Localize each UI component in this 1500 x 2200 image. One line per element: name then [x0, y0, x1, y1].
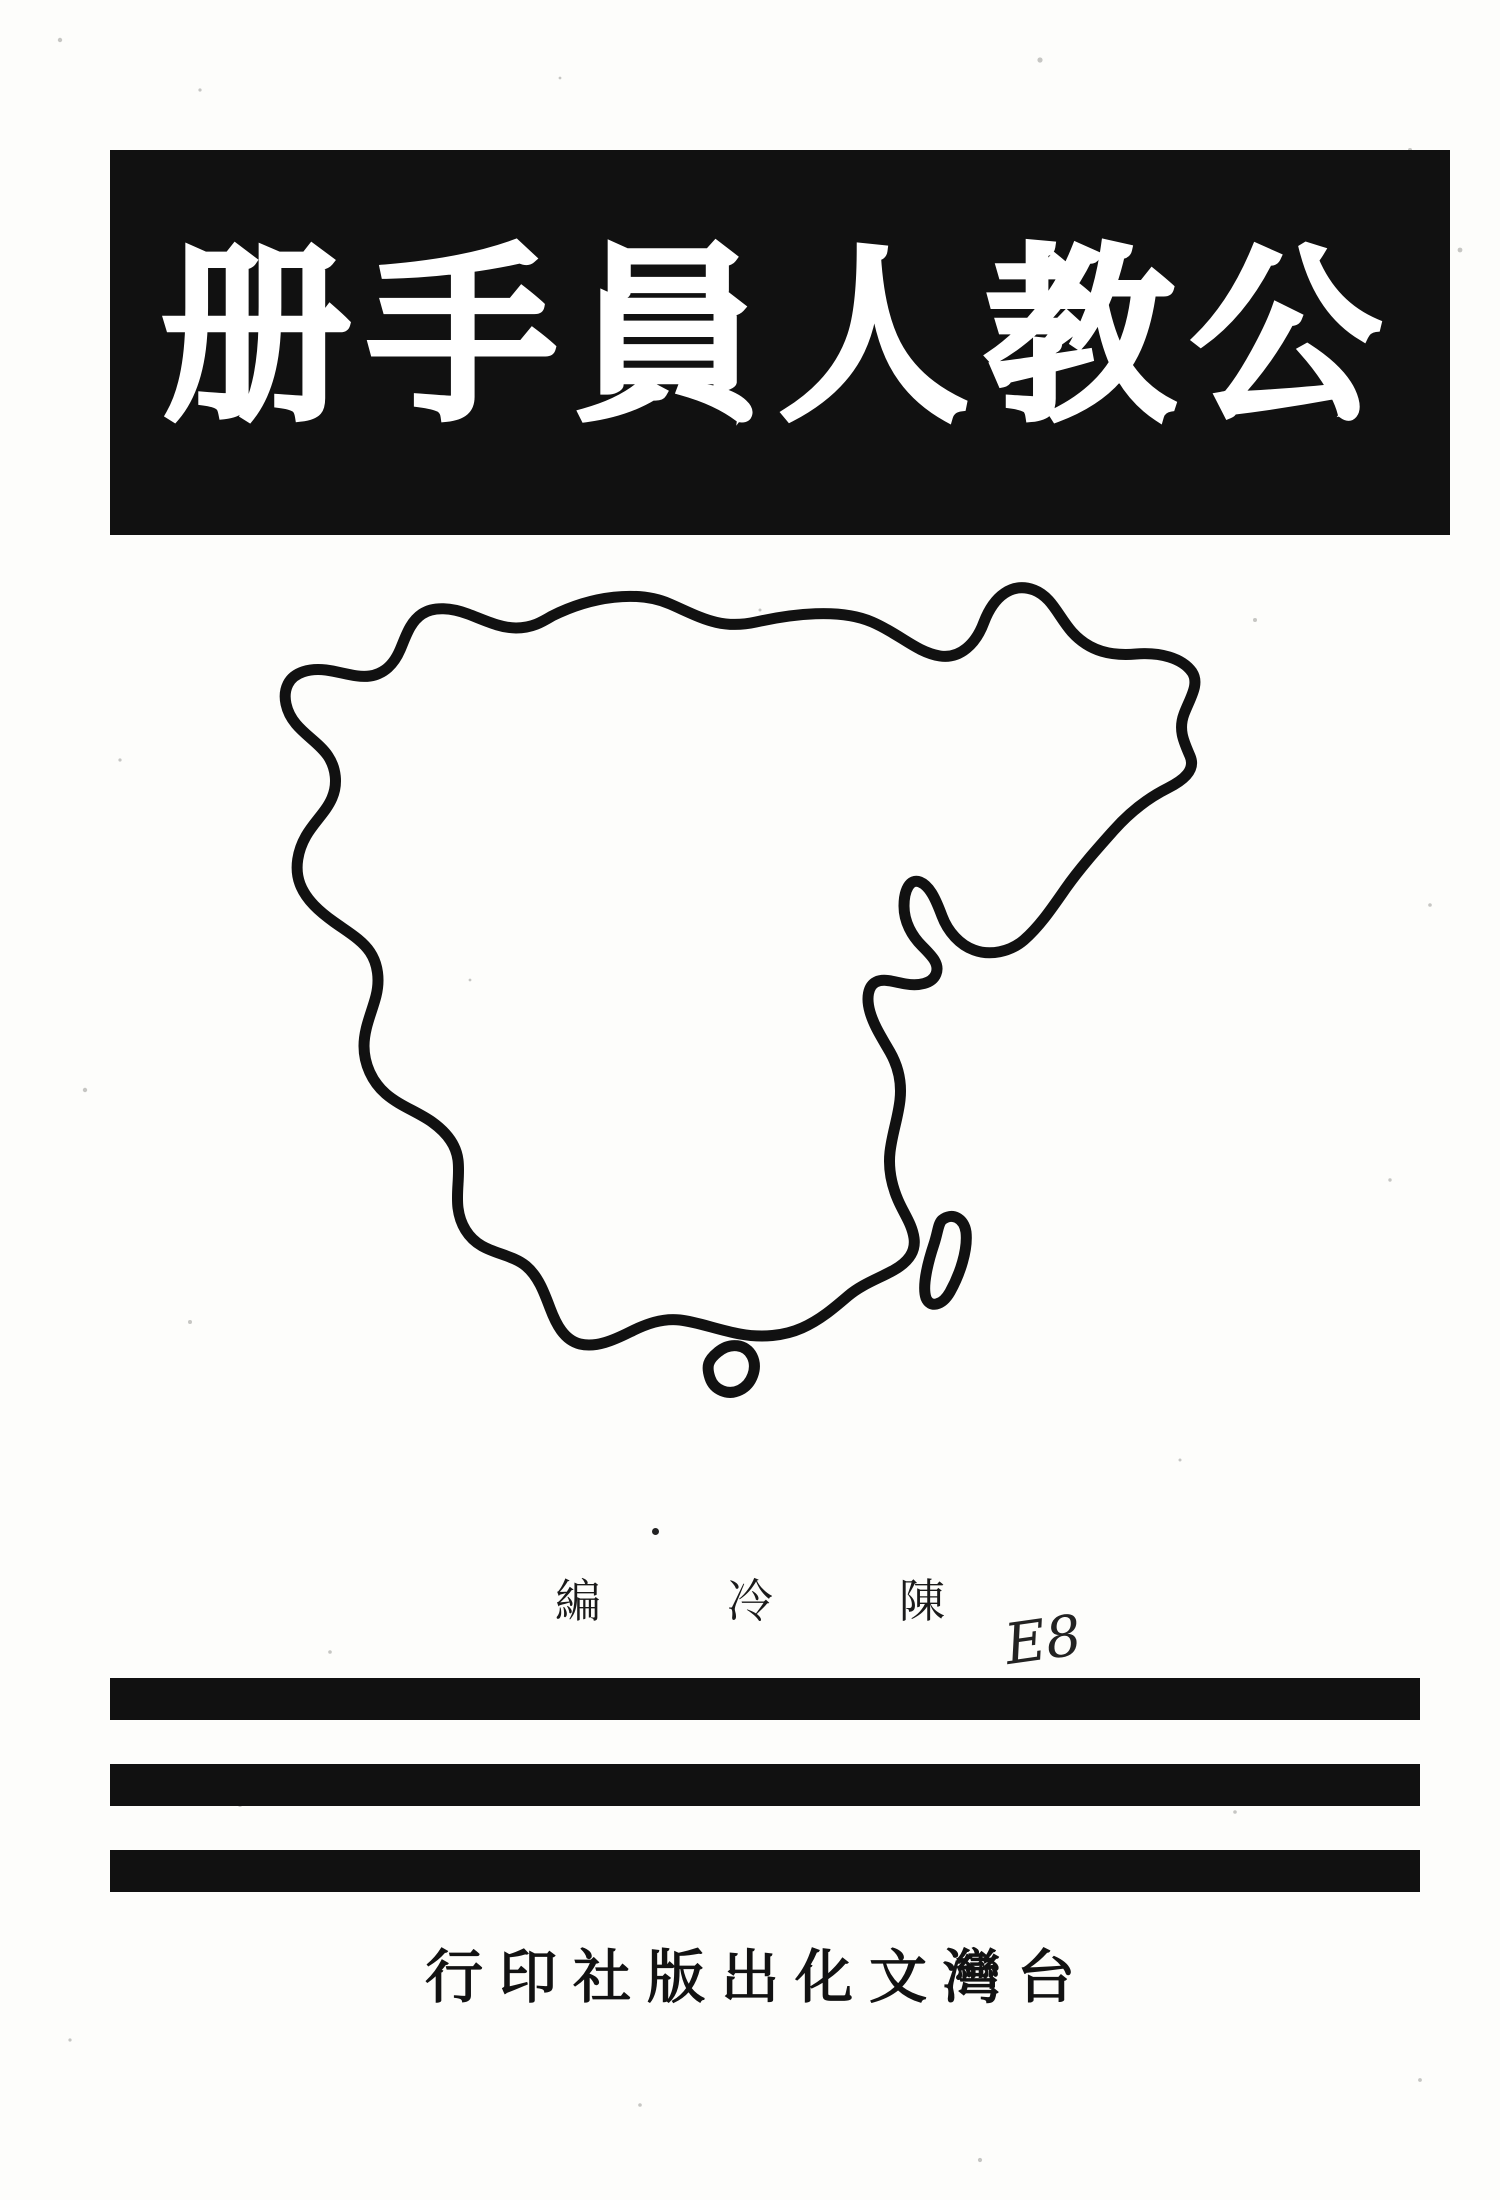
handwritten-mark: E8	[1000, 1602, 1086, 1679]
china-outline-map	[200, 560, 1350, 1460]
stripe-block	[110, 1678, 1420, 1893]
publisher-imprint: 行印社版出化文灣台	[424, 1943, 1091, 2011]
stripe-2	[110, 1764, 1420, 1806]
stripe-1	[110, 1678, 1420, 1720]
page-title: 册手員人教公	[162, 225, 1398, 447]
title-band	[110, 150, 1450, 535]
editor-credit: 編 冷 陳	[555, 1574, 985, 1628]
map-svg	[200, 560, 1350, 1460]
scan-speck	[652, 1528, 659, 1535]
stripe-3	[110, 1850, 1420, 1892]
